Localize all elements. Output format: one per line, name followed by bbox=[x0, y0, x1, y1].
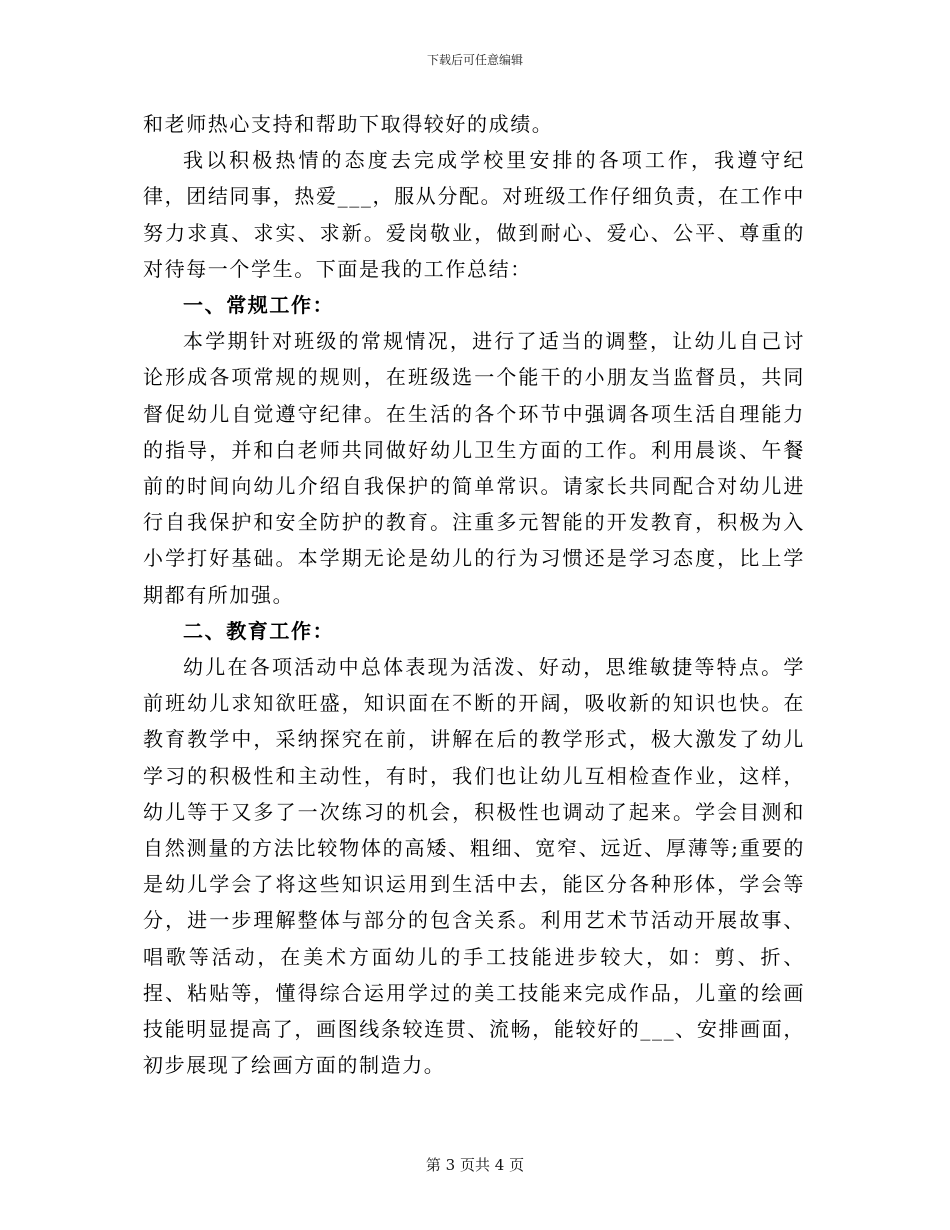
paragraph-intro: 我以积极热情的态度去完成学校里安排的各项工作，我遵守纪律，团结同事，热爱___，服从分配。对班级工作仔细负责，在工作中努力求真、求实、求新。爱岗敬业，做到耐心、爱心、公平、尊重的对待每一个学生。下面是我的工作总结： bbox=[143, 148, 805, 281]
section-heading-education-work: 二、教育工作： bbox=[183, 618, 335, 643]
paragraph-education-work: 幼儿在各项活动中总体表现为活泼、好动，思维敏捷等特点。学前班幼儿求知欲旺盛，知识面在不断的开阔，吸收新的知识也快。在教育教学中，采纳探究在前，讲解在后的教学形式，极大激发了幼儿学习的积极性和主动性，有时，我们也让幼儿互相检查作业，这样，幼儿等于又多了一次练习的机会，积极性也调动了起来。学会目测和自然测量的方法比较物体的高矮、粗细、宽窄、远近、厚薄等;重要的是幼儿学会了将这些知识运用到生活中去，能区分各种形体，学会等分，进一步理解整体与部分的包含关系。利用艺术节活动开展故事、唱歌等活动，在美术方面幼儿的手工技能进步较大，如：剪、折、捏、粘贴等，懂得综合运用学过的美工技能来完成作品，儿童的绘画技能明显提高了，画图线条较连贯、流畅，能较好的___、安排画面，初步展现了绘画方面的制造力。 bbox=[143, 655, 805, 1078]
paragraph-routine-work: 本学期针对班级的常规情况，进行了适当的调整，让幼儿自己讨论形成各项常规的规则，在班级选一个能干的小朋友当监督员，共同督促幼儿自觉遵守纪律。在生活的各个环节中强调各项生活自理能力的指导，并和白老师共同做好幼儿卫生方面的工作。利用晨谈、午餐前的时间向幼儿介绍自我保护的简单常识。请家长共同配合对幼儿进行自我保护和安全防护的教育。注重多元智能的开发教育，积极为入小学打好基础。本学期无论是幼儿的行为习惯还是学习态度，比上学期都有所加强。 bbox=[143, 329, 805, 607]
paragraph-continuation: 和老师热心支持和帮助下取得较好的成绩。 bbox=[143, 112, 554, 136]
section-heading-routine-work: 一、常规工作： bbox=[183, 293, 335, 318]
page-number-footer: 第 3 页共 4 页 bbox=[425, 1156, 525, 1174]
document-body bbox=[143, 106, 805, 1083]
page-header: 下载后可任意编辑 bbox=[426, 53, 523, 67]
